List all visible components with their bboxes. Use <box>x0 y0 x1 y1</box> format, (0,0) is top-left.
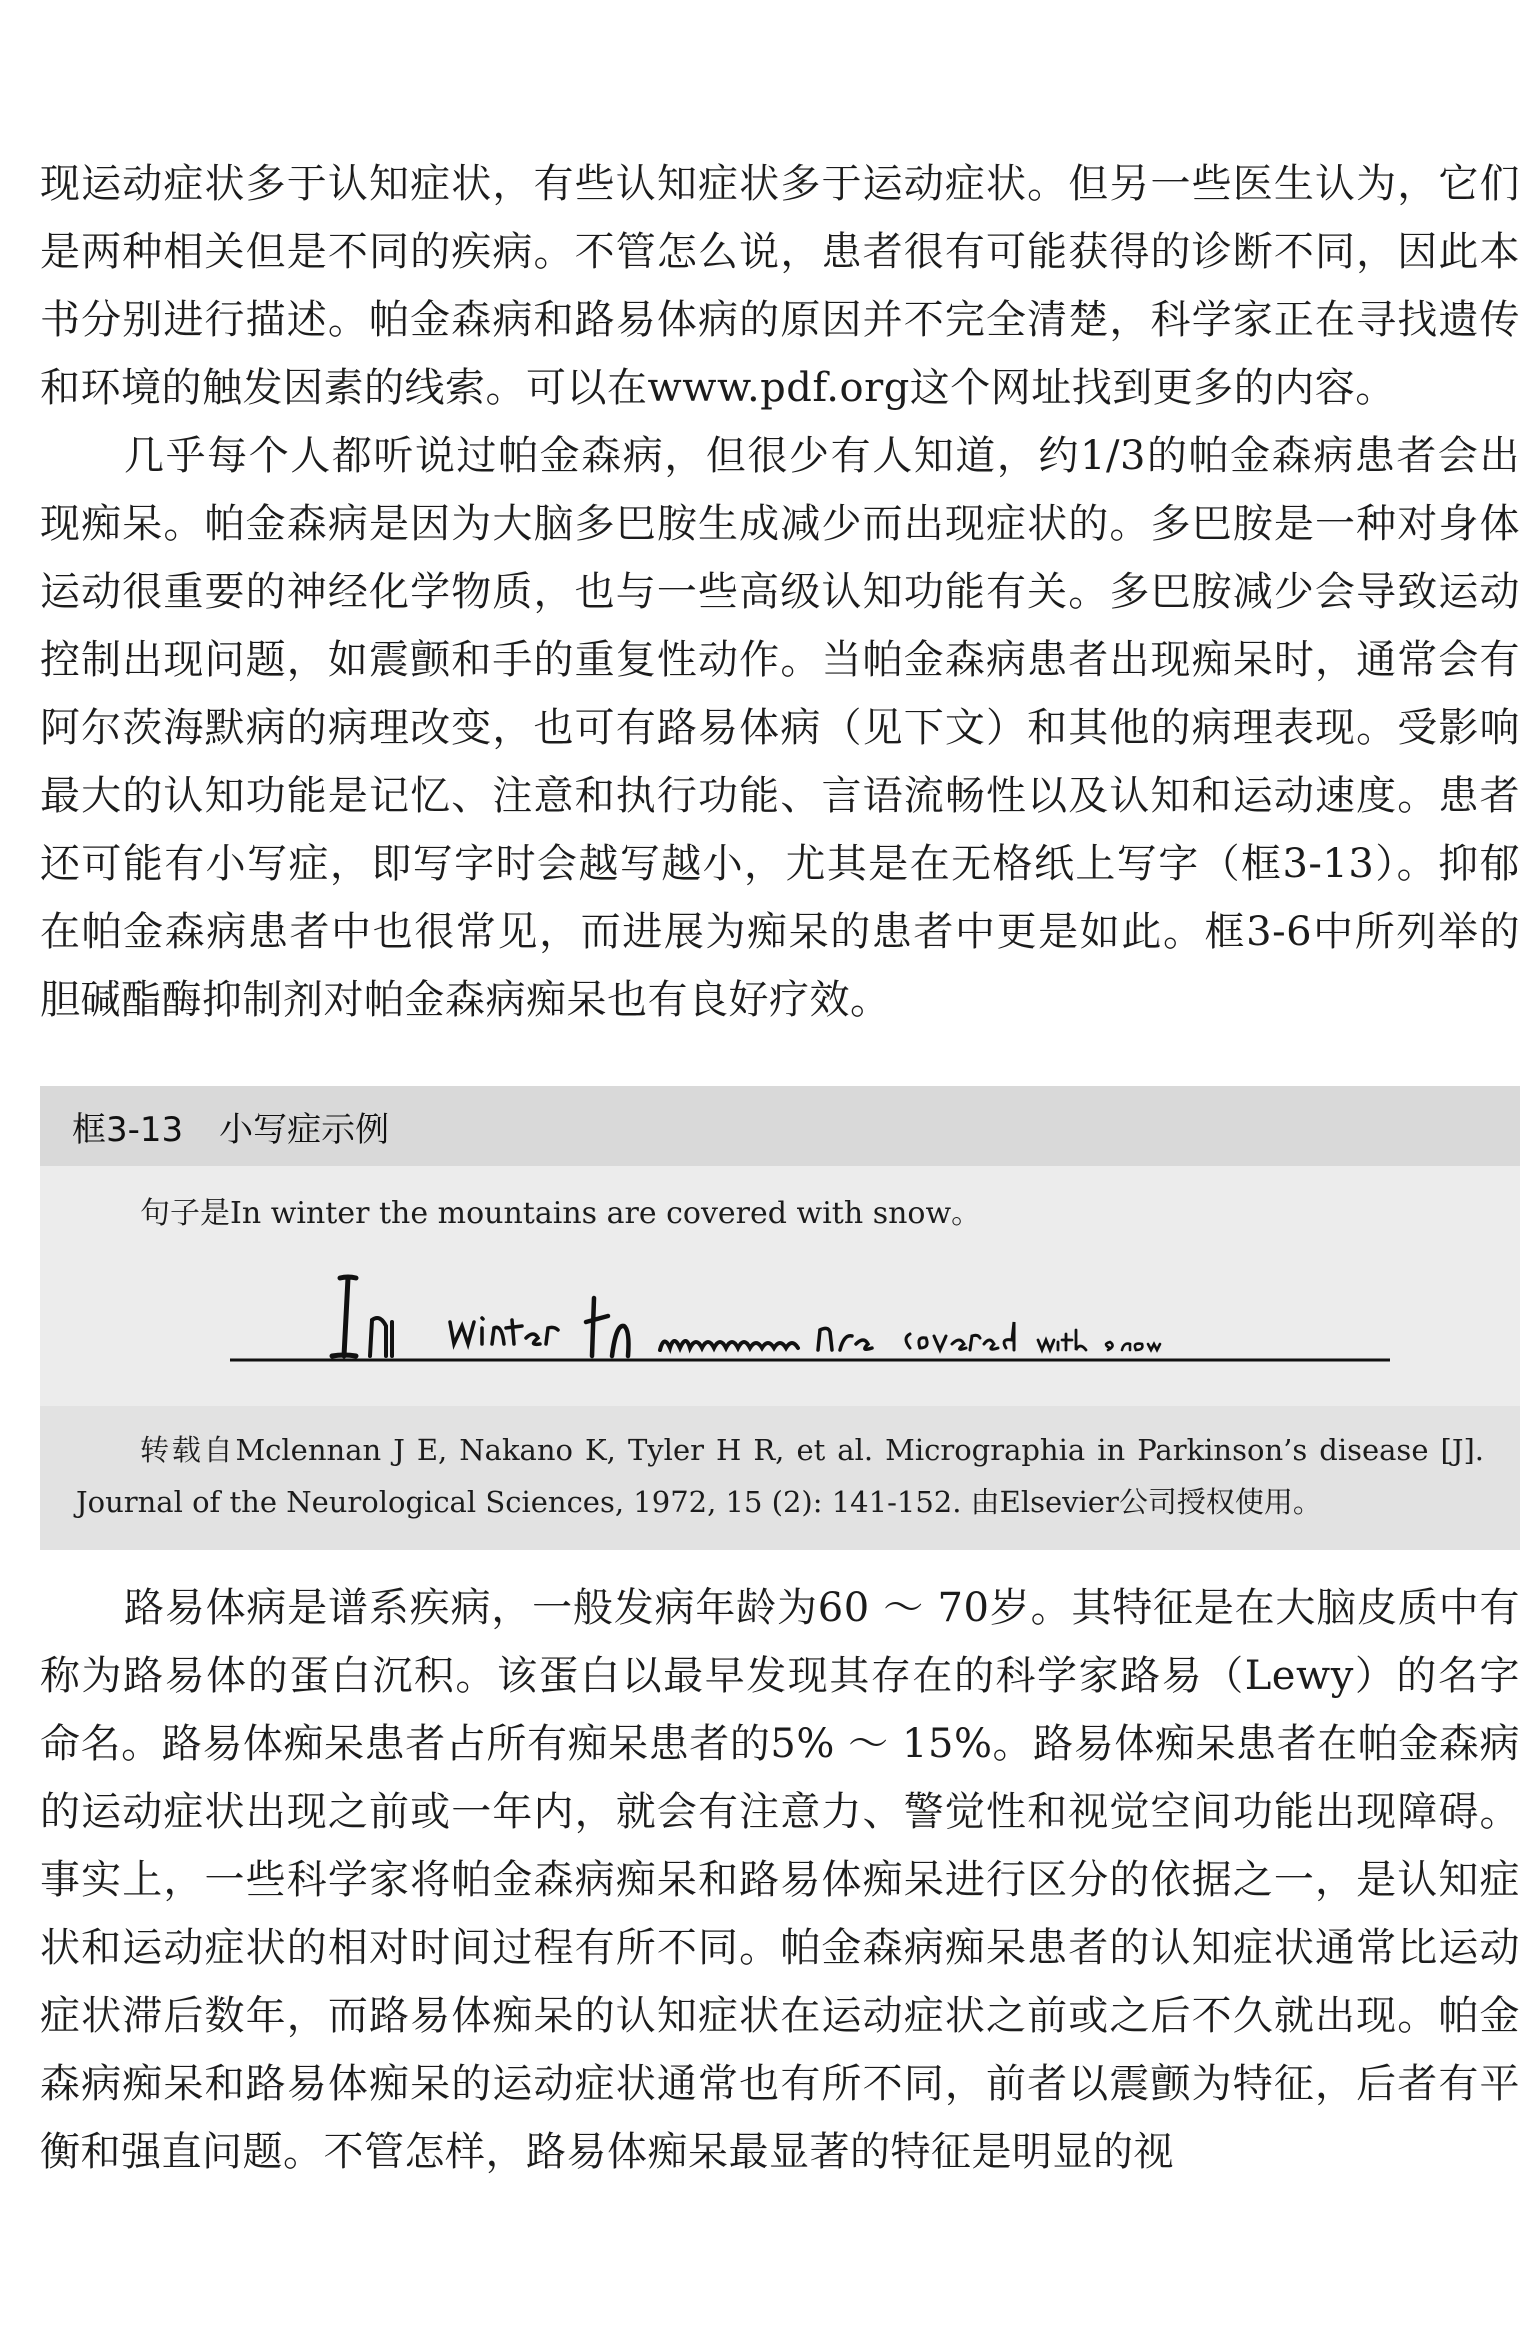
paragraph-3: 路易体病是谱系疾病，一般发病年龄为60 ～ 70岁。其特征是在大脑皮质中有称为路易体的蛋白沉积。该蛋白以最早发现其存在的科学家路易（Lewy）的名字命名。路易体痴呆患者占所有痴呆患者的5% ～ 15%。路易体痴呆患者在帕金森病的运动症状出现之前或一年内，就会有注意力、警觉性和视觉空间功能出现障碍。事实上，一些科学家将帕金森病痴呆和路易体痴呆进行区分的依据之一，是认知症状和运动症状的相对时间过程有所不同。帕金森病痴呆患者的认知症状通常比运动症状滞后数年，而路易体痴呆的认知症状在运动症状之前或之后不久就出现。帕金森病痴呆和路易体痴呆的运动症状通常也有所不同，前者以震颤为特征，后者有平衡和强直问题。不管怎样，路易体痴呆最显著的特征是明显的视 <box>40 1585 1520 2175</box>
figure-box <box>40 1086 1520 1550</box>
paragraph-2: 几乎每个人都听说过帕金森病，但很少有人知道，约1/3的帕金森病患者会出现痴呆。帕金森病是因为大脑多巴胺生成减少而出现症状的。多巴胺是一种对身体运动很重要的神经化学物质，也与一些高级认知功能有关。多巴胺减少会导致运动控制出现问题，如震颤和手的重复性动作。当帕金森病患者出现痴呆时，通常会有阿尔茨海默病的病理改变，也可有路易体病（见下文）和其他的病理表现。受影响最大的认知功能是记忆、注意和执行功能、言语流畅性以及认知和运动速度。患者还可能有小写症，即写字时会越写越小，尤其是在无格纸上写字（框3-13）。抑郁在帕金森病患者中也很常见，而进展为痴呆的患者中更是如此。框3-6中所列举的胆碱酯酶抑制剂对帕金森病痴呆也有良好疗效。 <box>40 433 1520 1023</box>
box-body <box>40 1166 1520 1406</box>
box-credit <box>40 1406 1520 1550</box>
box-title: 小写症示例 <box>219 1109 390 1150</box>
box-header <box>40 1086 1520 1166</box>
box-sentence: 句子是In winter the mountains are covered with snow。 <box>140 1196 982 1231</box>
box-credit-text: 转载自Mclennan J E, Nakano K, Tyler H R, et al. Micrographia in Parkinson’s disease [J]. Journal of the Neurological Sciences, 1972, 15 (2): 141-152. 由Elsevier公司授权使用。 <box>76 1433 1484 1519</box>
paragraph-1: 现运动症状多于认知症状，有些认知症状多于运动症状。但另一些医生认为，它们是两种相关但是不同的疾病。不管怎么说，患者很有可能获得的诊断不同，因此本书分别进行描述。帕金森病和路易体病的原因并不完全清楚，科学家正在寻找遗传和环境的触发因素的线索。可以在www.pdf.org这个网址找到更多的内容。 <box>40 161 1520 411</box>
box-number: 框3-13 <box>72 1109 184 1150</box>
page-content <box>40 150 1520 2186</box>
micrographia-handwriting-sample <box>220 1264 1400 1384</box>
